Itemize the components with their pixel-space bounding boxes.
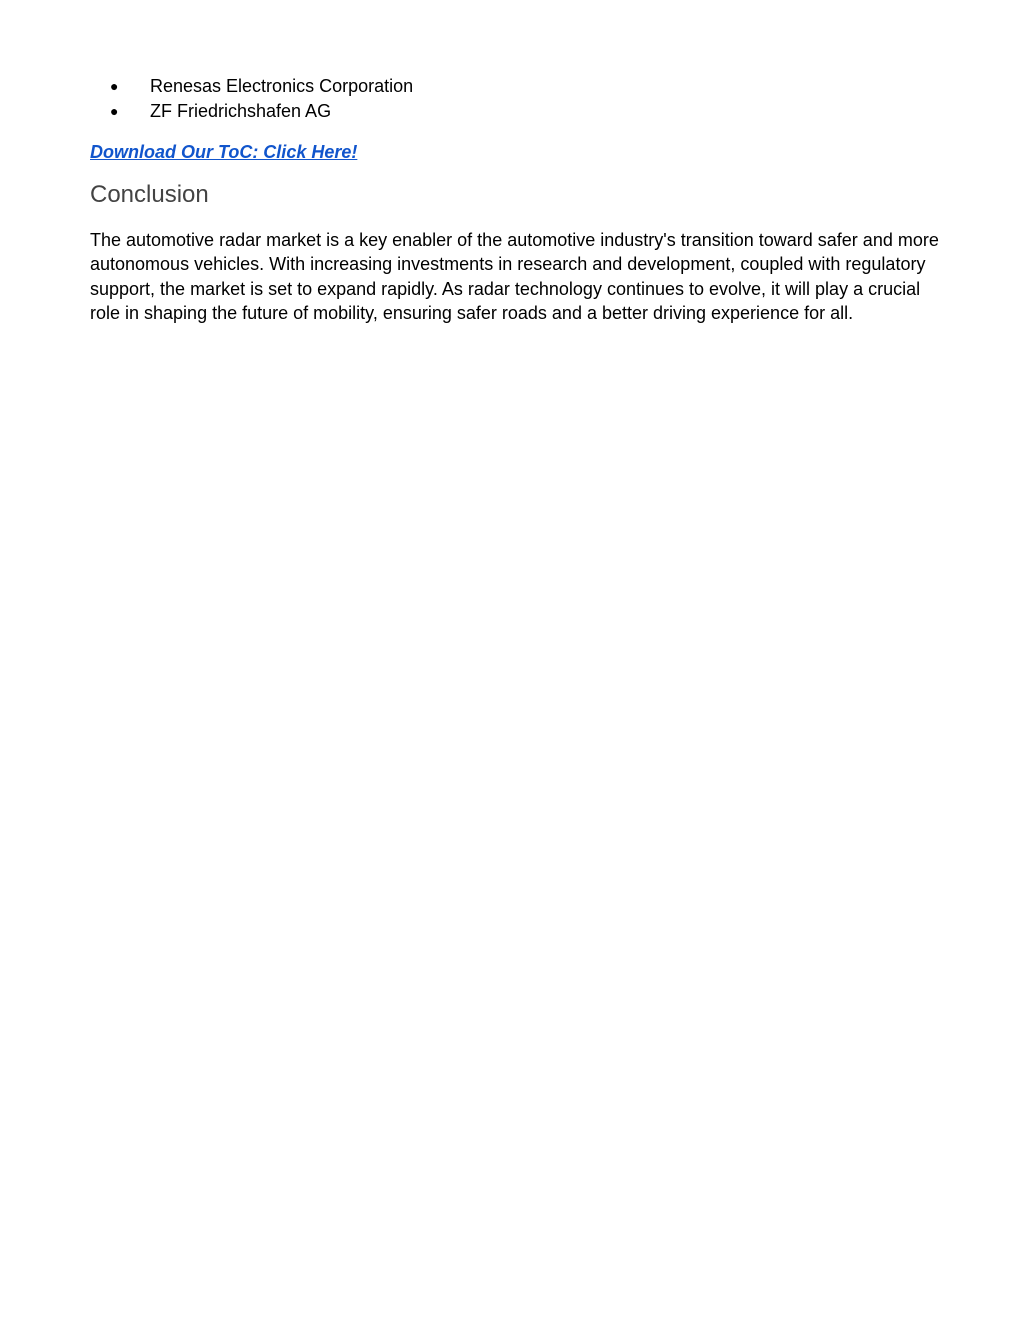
list-item xyxy=(110,99,413,124)
conclusion-heading: Conclusion xyxy=(90,181,209,208)
bullet-icon: ● xyxy=(110,102,119,119)
bullet-icon: ● xyxy=(110,78,119,94)
company-list xyxy=(110,74,413,123)
download-toc-link[interactable]: Download Our ToC: Click Here! xyxy=(90,142,358,162)
conclusion-paragraph: The automotive radar market is a key enabler of the automotive industry's transition toward safer and more autonomous vehicles. With increasing investments in research and development, coupled with regulatory support, the market is set to expand rapidly. As radar technology continues to evolve, it will play a crucial role in shaping the future of mobility, ensuring safer roads and a better driving experience for all. xyxy=(90,230,939,323)
company-name: ZF Friedrichshafen AG xyxy=(150,100,332,121)
company-name: Renesas Electronics Corporation xyxy=(150,76,414,96)
list-item xyxy=(110,74,413,99)
